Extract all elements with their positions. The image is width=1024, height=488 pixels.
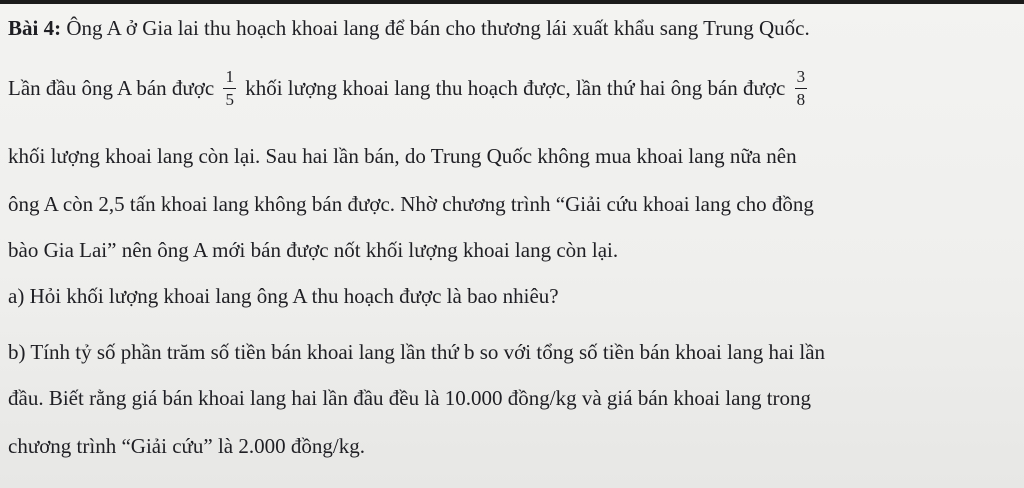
- fraction-one-fifth-numerator: 1: [223, 68, 236, 89]
- question-a: a) Hỏi khối lượng khoai lang ông A thu hoạch được là bao nhiêu?: [8, 284, 559, 308]
- fraction-one-fifth-denominator: 5: [225, 89, 234, 109]
- line-2-start: Lần đầu ông A bán được: [8, 76, 215, 101]
- problem-line-2: [8, 67, 811, 111]
- problem-line-5: bào Gia Lai” nên ông A mới bán được nốt khối lượng khoai lang còn lại.: [8, 238, 619, 262]
- problem-line-1: [8, 18, 810, 39]
- question-b-line-2: đầu. Biết rằng giá bán khoai lang hai lần đầu đều là 10.000 đồng/kg và giá bán khoai lang trong: [8, 386, 812, 410]
- problem-intro-text: Ông A ở Gia lai thu hoạch khoai lang để bán cho thương lái xuất khẩu sang Trung Quốc.: [61, 16, 810, 40]
- question-b-line-1: b) Tính tỷ số phần trăm số tiền bán khoai lang lần thứ b so với tổng số tiền bán khoai lang hai lần: [8, 340, 826, 364]
- fraction-three-eighths-numerator: 3: [795, 68, 808, 89]
- question-b-line-3: chương trình “Giải cứu” là 2.000 đồng/kg.: [8, 434, 365, 458]
- problem-line-3: khối lượng khoai lang còn lại. Sau hai lần bán, do Trung Quốc không mua khoai lang nữa nên: [8, 144, 797, 168]
- document-page: [0, 4, 1024, 488]
- line-2-middle: khối lượng khoai lang thu hoạch được, lần thứ hai ông bán được: [245, 76, 786, 101]
- problem-line-4: ông A còn 2,5 tấn khoai lang không bán được. Nhờ chương trình “Giải cứu khoai lang cho đồng: [8, 192, 814, 216]
- fraction-three-eighths-denominator: 8: [796, 89, 806, 109]
- fraction-one-fifth: [223, 68, 236, 109]
- fraction-three-eighths: [795, 68, 808, 109]
- problem-label: Bài 4:: [8, 16, 62, 40]
